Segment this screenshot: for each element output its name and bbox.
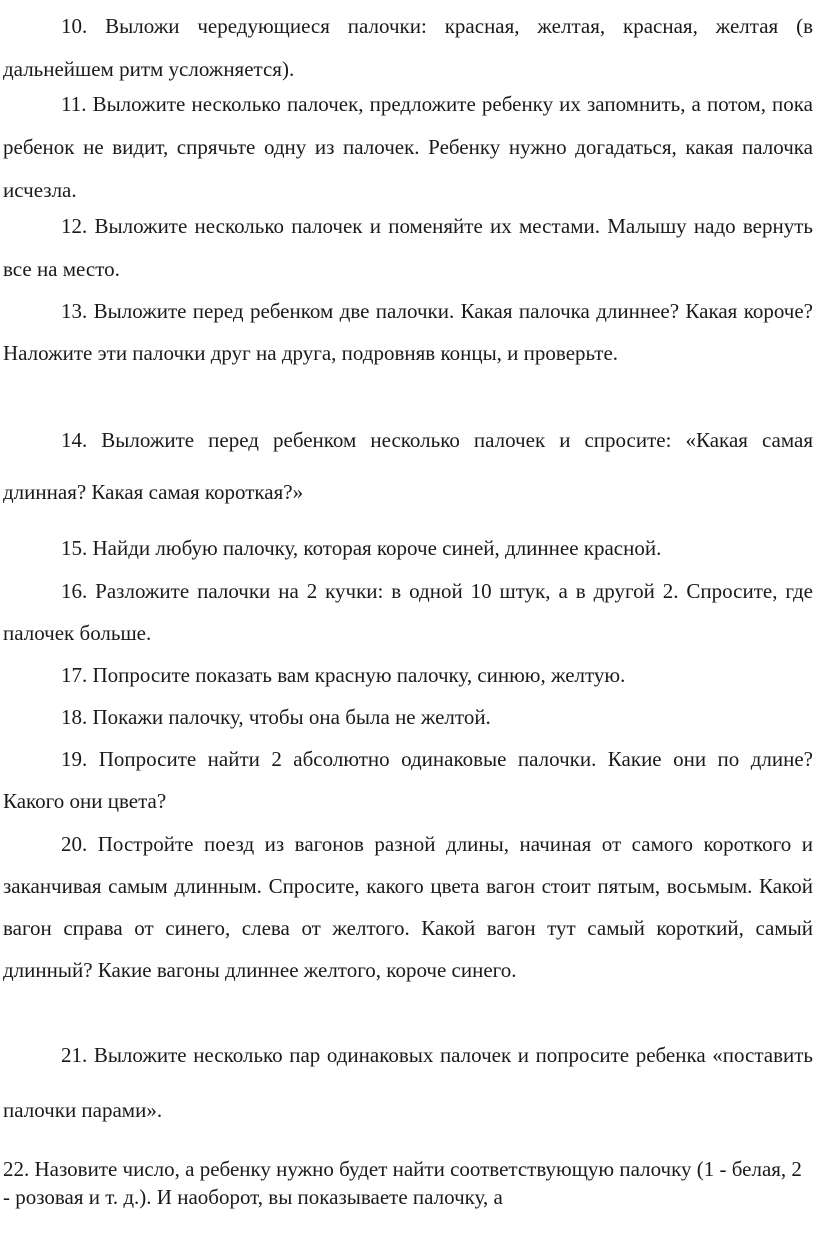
paragraph-16: 16. Разложите палочки на 2 кучки: в одной 10 штук, а в другой 2. Спросите, где палочек больше. [3, 579, 813, 645]
paragraph-19: 19. Попросите найти 2 абсолютно одинаковые палочки. Какие они по длине? Какого они цвета? [3, 747, 813, 813]
paragraph-21: 21. Выложите несколько пар одинаковых палочек и попросите ребенка «поставить палочки парами». [3, 1043, 813, 1122]
paragraph-12: 12. Выложите несколько палочек и поменяйте их местами. Малышу надо вернуть все на место. [3, 214, 813, 281]
paragraph-17: 17. Попросите показать вам красную палочку, синюю, желтую. [61, 663, 626, 687]
paragraph-20: 20. Постройте поезд из вагонов разной длины, начиная от самого короткого и заканчивая самым длинным. Спросите, какого цвета вагон стоит пятым, восьмым. Какой вагон справа от синего, слева от желтого. Какой вагон тут самый короткий, самый длинный? Какие вагоны длиннее желтого, короче синего. [3, 832, 813, 982]
paragraph-18: 18. Покажи палочку, чтобы она была не желтой. [61, 705, 491, 729]
paragraph-15: 15. Найди любую палочку, которая короче синей, длиннее красной. [61, 536, 662, 560]
paragraph-10: 10. Выложи чередующиеся палочки: красная, желтая, красная, желтая (в дальнейшем ритм усложняется). [3, 14, 813, 81]
paragraph-13: 13. Выложите перед ребенком две палочки. Какая палочка длиннее? Какая короче? Наложите эти палочки друг на друга, подровняв концы, и проверьте. [3, 299, 813, 365]
paragraph-22: 22. Назовите число, а ребенку нужно будет найти соответствующую палочку (1 - белая, 2 - розовая и т. д.). И наоборот, вы показываете палочку, а [3, 1157, 802, 1209]
paragraph-14: 14. Выложите перед ребенком несколько палочек и спросите: «Какая самая длинная? Какая самая короткая?» [3, 428, 813, 504]
paragraph-11: 11. Выложите несколько палочек, предложите ребенку их запомнить, а потом, пока ребенок не видит, спрячьте одну из палочек. Ребенку нужно догадаться, какая палочка исчезла. [3, 92, 813, 202]
